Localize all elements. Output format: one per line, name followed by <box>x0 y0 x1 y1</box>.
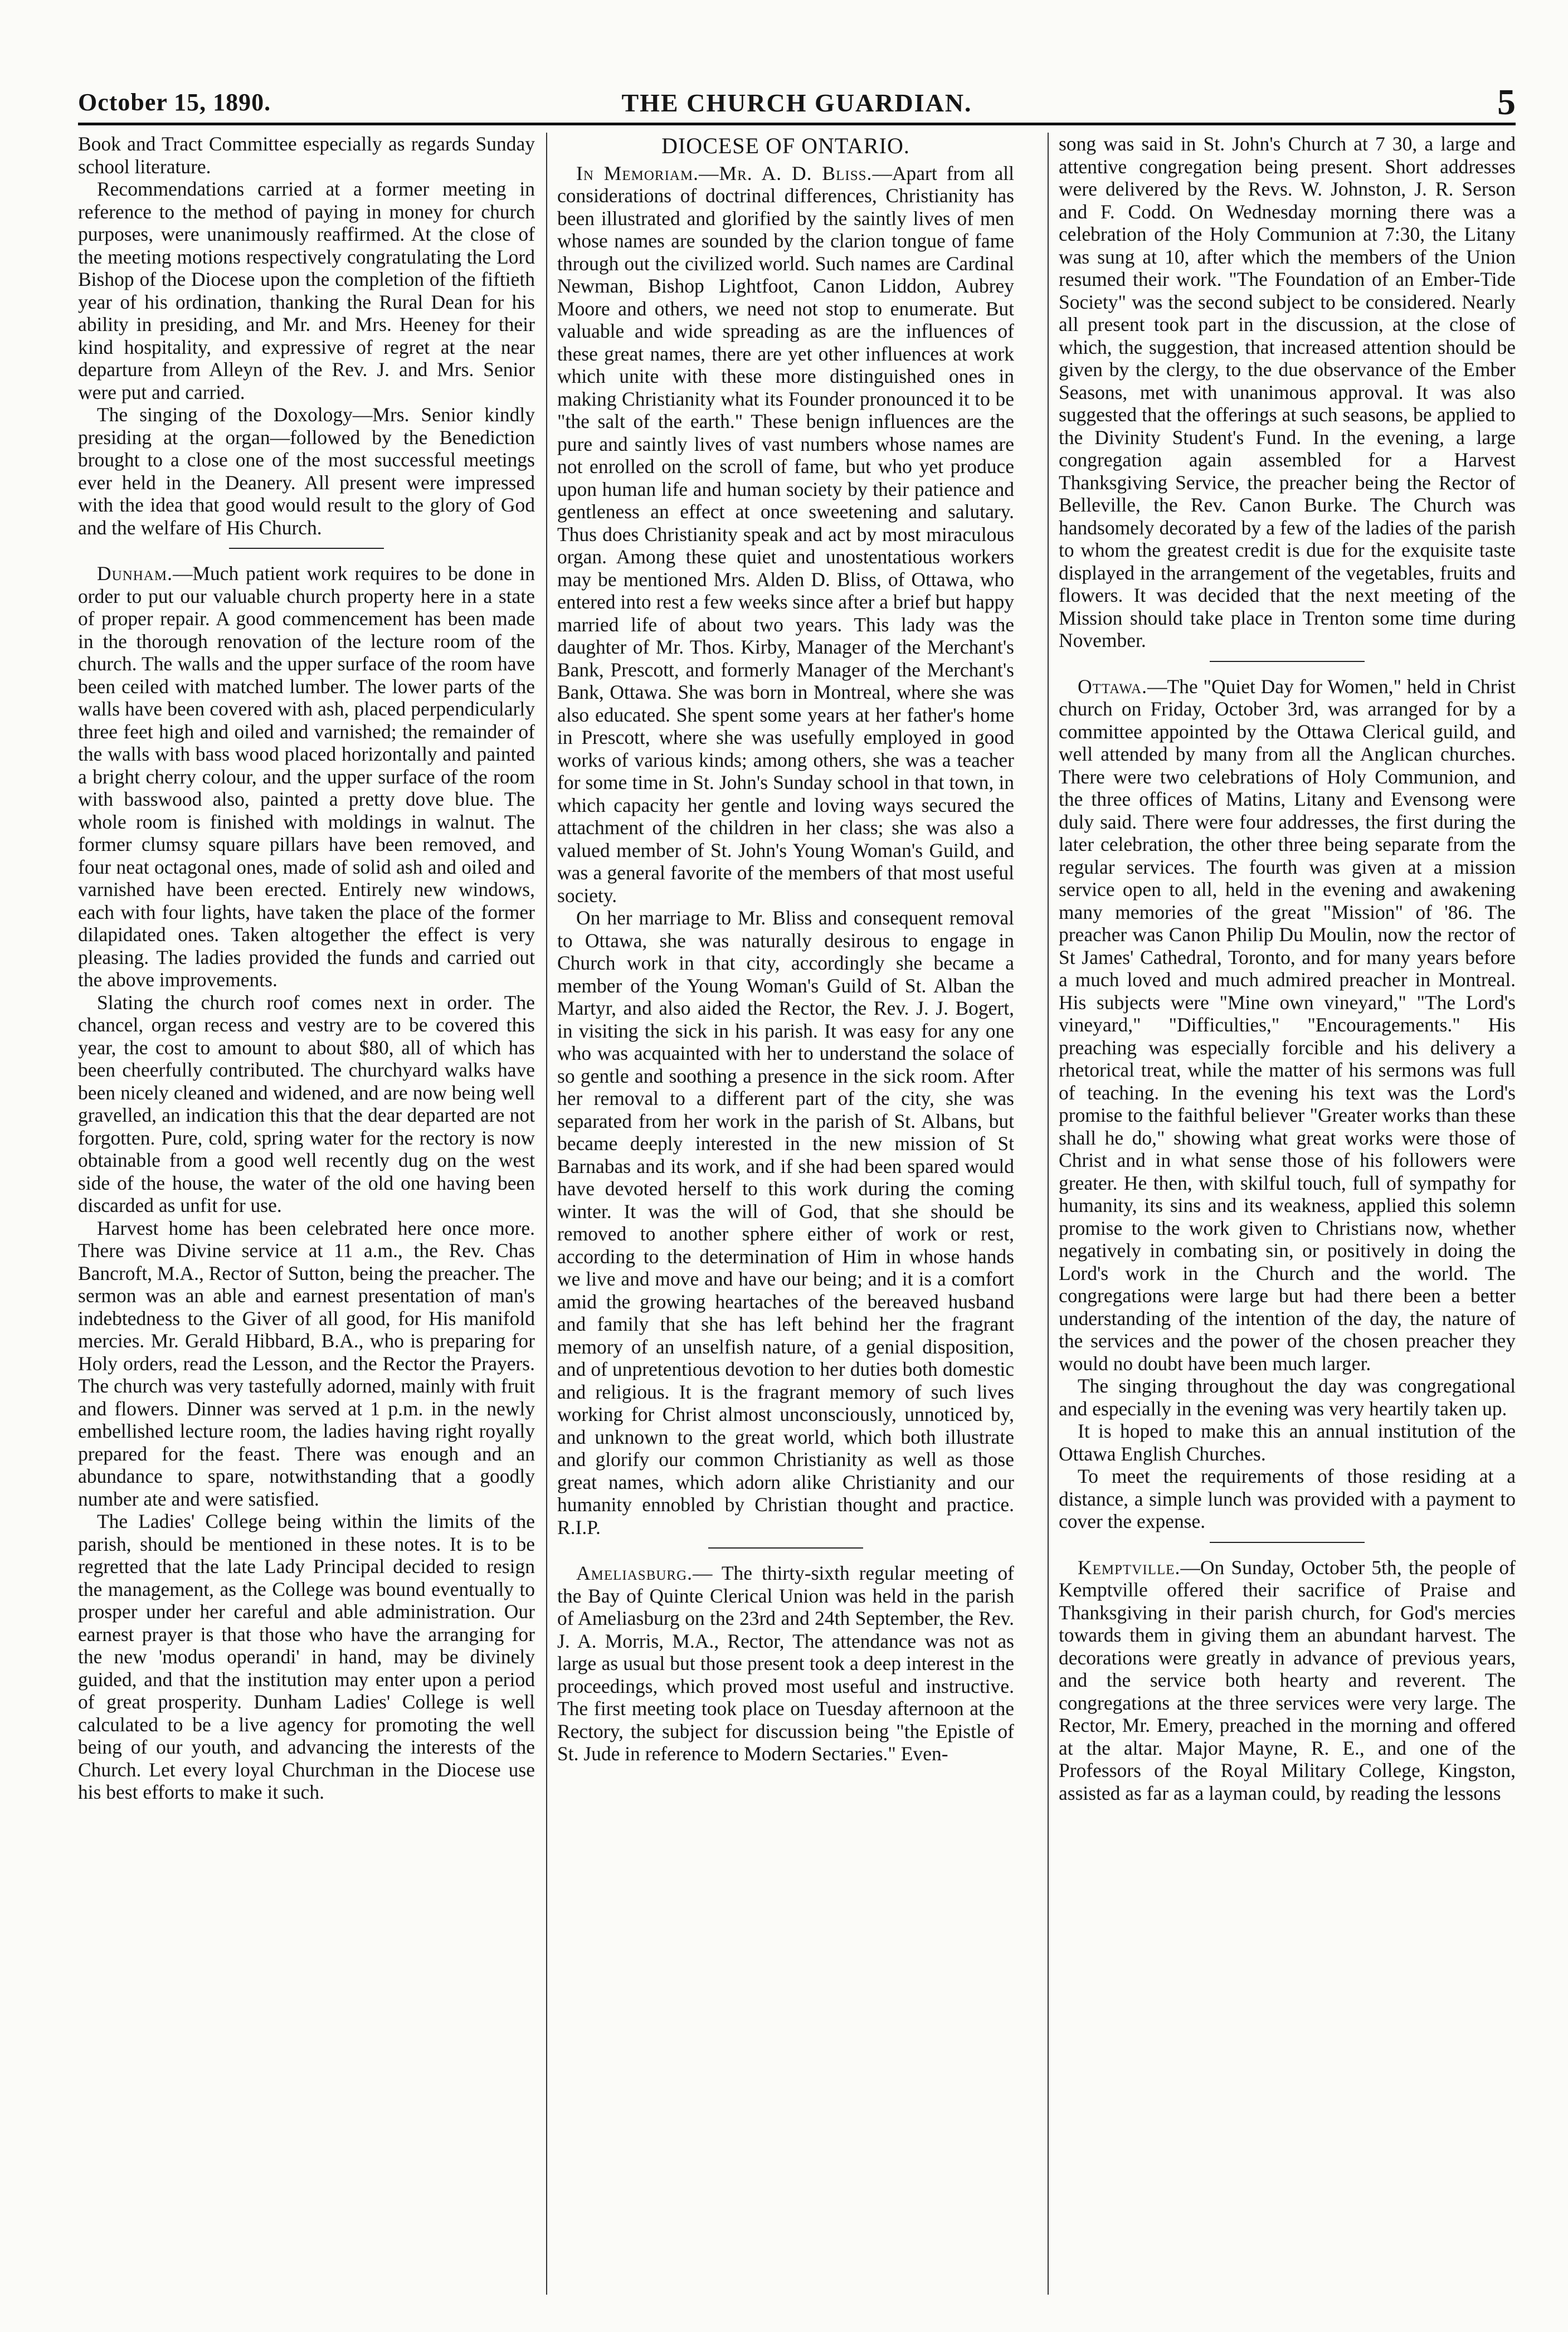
paragraph: To meet the requirements of those residing at a distance, a simple lunch was provided with a payment to cover the expense. <box>1059 1465 1516 1532</box>
masthead <box>78 84 1516 125</box>
paragraph: Recommendations carried at a former meeting in reference to the method of paying in money for church purposes, were unanimously reaffirmed. At the close of the meeting motions respectively congratulating the Lord Bishop of the Diocese upon the completion of the fiftieth year of his ordination, thanking the Rural Dean for his ability in presiding, and Mr. and Mrs. Heeney for their kind hospitality, and expressive of regret at the near departure from Alleyn of the Rev. J. and Mrs. Senior were put and carried. <box>78 178 535 403</box>
column-1 <box>78 133 535 2295</box>
paragraph-text: —The "Quiet Day for Women," held in Christ church on Friday, October 3rd, was arranged for by a committee appointed by the Ottawa Clerical guild, and well attended by many from all the Anglican churches. There were two celebrations of Holy Communion, and the three offices of Matins, Litany and Evensong were duly said. There were four addresses, the first during the later celebration, the other three being separate from the regular services. The fourth was given at a mission service open to all, held in the evening and awakening many memories of the great "Mission" of '86. The preacher was Canon Philip Du Moulin, now the rector of St James' Cathedral, Toronto, and for many years before a much loved and much admired preacher in Montreal. His subjects were "Mine own vineyard," "The Lord's vineyard," "Difficulties," "Encouragements." His preaching was especially forcible and his delivery a rhetorical treat, while the matter of his sermons was full of teaching. In the evening his text was the Lord's promise to the faithful believer "Greater works than these shall he do," showing what great works were those of Christ and in what sense those of his followers were greater. He then, with skilful touch, full of sympathy for humanity, its sins and its weakness, applied this solemn promise to the work given to Christians now, whether negatively in combating sin, or positively in doing the Lord's work in the Church and the world. The congregations were large but had there been a better understanding of the intention of the day, the nature of the services and the power of the chosen preacher they would no doubt have been much larger. <box>1059 675 1516 1375</box>
column-rule <box>1048 133 1049 2295</box>
paragraph: Slating the church roof comes next in order. The chancel, organ recess and vestry are to be covered this year, the cost to amount to about $80, all of which has been cheerfully contributed. The churchyard walks have been nicely cleaned and widened, and are now being well gravelled, an indication this that the dear departed are not forgotten. Pure, cold, spring water for the rectory is now obtainable from a good well recently dug on the west side of the house, the water of the old one having been discarded as unfit for use. <box>78 991 535 1216</box>
paragraph: It is hoped to make this an annual institution of the Ottawa English Churches. <box>1059 1420 1516 1465</box>
paragraph: On her marriage to Mr. Bliss and consequent removal to Ottawa, she was naturally desirous to engage in Church work in that city, accordingly she became a member of the Young Woman's Guild of St. Alban the Martyr, and also aided the Rector, the Rev. J. J. Bogert, in visiting the sick in his parish. It was easy for any one who was acquainted with her to understand the solace of so gentle and soothing a presence in the sick room. After her removal to a different part of the city, she was separated from her work in the parish of St. Albans, but became deeply interested in the new mission of St Barnabas and its work, and if she had been spared would have devoted herself to this work during the coming winter. It was the will of God, that she should be removed to another sphere either of work or rest, according to the determination of Him in whose hands we live and move and have our being; and it is a comfort amid the growing heartaches of the bereaved husband and family that she has left behind her the fragrant memory of an unselfish nature, of a genial disposition, and of unpretentious devotion to her duties both domestic and religious. It is the fragrant memory of such lives working for Christ almost unconsciously, unnoticed by, and unknown to the great world, which both illustrate and glorify our common Christianity as well as those great names, which adorn alike Christianity and our humanity ennobled by Christian thought and practice. R.I.P. <box>557 907 1014 1539</box>
section-divider <box>1210 661 1365 662</box>
paragraph-text: — The thirty-sixth regular meeting of the Bay of Quinte Clerical Union was held in the parish of Ameliasburg on the 23rd and 24th September, the Rev. J. A. Morris, M.A., Rector, The attendance was not as large as usual but those present took a deep interest in the proceedings, which proved most useful and instructive. The first meeting took place on Tuesday afternoon at the Rectory, the subject for discussion being "the Epistle of St. Jude in reference to Modern Sectaries." Even- <box>557 1562 1014 1765</box>
section-divider <box>229 548 384 549</box>
section-divider <box>1210 1542 1365 1543</box>
section-heading: DIOCESE OF ONTARIO. <box>661 133 910 158</box>
dateline: In Memoriam.—Mr. A. D. Bliss. <box>576 162 873 184</box>
dateline: Ottawa. <box>1078 675 1147 698</box>
dateline: Ameliasburg. <box>576 1562 693 1584</box>
article-kemptville <box>1059 1556 1516 1805</box>
article-ameliasburg <box>557 1562 1014 1765</box>
paragraph: Book and Tract Committee especially as regards Sunday school literature. <box>78 133 535 178</box>
column-3 <box>1059 133 1516 2295</box>
page-number: 5 <box>1497 82 1516 123</box>
paragraph-text: —On Sunday, October 5th, the people of Kemptville offered their sacrifice of Praise and Thanksgiving in their parish church, for God's mercies towards them in giving them an abundant harvest. The decorations were greatly in advance of previous years, and the service both hearty and reverent. The congregations at the three services were very large. The Rector, Mr. Emery, preached in the morning and offered at the altar. Major Mayne, R. E., and one of the Professors of the Royal Military College, Kingston, assisted as far as a layman could, by reading the lessons <box>1059 1556 1516 1804</box>
paragraph-text: —Apart from all considerations of doctrinal differences, Christianity has been illustrated and glorified by the saintly lives of men whose names are sounded by the clarion tongue of fame through out the civilized world. Such names are Cardinal Newman, Bishop Lightfoot, Canon Liddon, Aubrey Moore and others, we need not stop to enumerate. But valuable and wide spreading as are the influences of these great names, there are yet other influences at work which unite with these more distinguished ones in making Christianity what its Founder pronounced it to be "the salt of the earth." These benign influences are the pure and saintly lives of vast numbers whose names are not enrolled on the scroll of fame, but who yet produce upon human life and human society by their patience and gentleness an effect at once sweetening and salutary. Thus does Christianity speak and act by most miraculous organ. Among these quiet and unostentatious workers may be mentioned Mrs. Alden D. Bliss, of Ottawa, who entered into rest a few weeks since after a brief but happy married life of about two years. This lady was the daughter of Mr. Thos. Kirby, Manager of the Merchant's Bank, Prescott, and formerly Manager of the Merchant's Bank, Ottawa. She was born in Montreal, where she was also educated. She spent some years at her father's home in Prescott, where she was usefully employed in good works of various kinds; among others, she was a teacher for some time in St. John's Sunday school in that town, in which capacity her gentle and loving ways secured the attachment of the children in her class; she was also a valued member of St. John's Young Woman's Guild, and was a general favorite of the members of that most useful society. <box>557 162 1014 907</box>
article-dunham <box>78 562 535 991</box>
dateline: Kemptville. <box>1078 1556 1181 1579</box>
paragraph: Harvest home has been celebrated here once more. There was Divine service at 11 a.m., the Rev. Chas Bancroft, M.A., Rector of Sutton, being the preacher. The sermon was an able and earnest presentation of man's indebtedness to the Giver of all good, for His manifold mercies. Mr. Gerald Hibbard, B.A., who is preparing for Holy orders, read the Lesson, and the Rector the Prayers. The church was very tastefully adorned, mainly with fruit and flowers. Dinner was served at 1 p.m. in the newly embellished lecture room, the ladies having right royally prepared for the feast. There was enough and an abundance to spare, notwithstanding that a goodly number ate and were satisfied. <box>78 1216 535 1510</box>
paragraph-text: —Much patient work requires to be done in order to put our valuable church property here in a state of proper repair. A good commencement has been made in the thorough renovation of the lecture room of the church. The walls and the upper surface of the room have been ceiled with matched lumber. The lower parts of the walls have been covered with ash, placed perpendicularly three feet high and oiled and varnished; the remainder of the walls with bass wood placed horizontally and painted a bright cherry colour, and the upper surface of the room with basswood also, painted a pretty dove blue. The whole room is finished with moldings in walnut. The former clumsy square pillars have been removed, and four neat octagonal ones, made of solid ash and oiled and varnished have been erected. Entirely new windows, each with four lights, have taken the place of the former dilapidated ones. Taken altogether the effect is very pleasing. The ladies provided the funds and carried out the above improvements. <box>78 562 535 991</box>
paragraph: The Ladies' College being within the limits of the parish, should be mentioned in these notes. It is to be regretted that the late Lady Principal decided to resign the management, as the College was bound eventually to prosper under her careful and able administration. Our earnest prayer is that those who have the arranging for the new 'modus operandi' in hand, may be divinely guided, and that the institution may enter upon a period of great prosperity. Dunham Ladies' College is well calculated to be a live agency for promoting the well being of our youth, and advancing the interests of the Church. Let every loyal Churchman in the Diocese use his best efforts to make it such. <box>78 1510 535 1803</box>
article-in-memoriam <box>557 162 1014 907</box>
issue-date: October 15, 1890. <box>78 89 271 116</box>
article-ottawa <box>1059 675 1516 1375</box>
column-2 <box>557 133 1014 2295</box>
paragraph: song was said in St. John's Church at 7 30, a large and attentive congregation being present. Short addresses were delivered by the Revs. W. Johnston, J. R. Serson and F. Codd. On Wednesday morning there was a celebration of the Holy Communion at 7:30, the Litany was sung at 10, after which the members of the Union resumed their work. "The Foundation of an Ember-Tide Society" was the second subject to be considered. Nearly all present took part in the discussion, at the close of which, the suggestion, that increased attention should be given by the clergy, to the due observance of the Ember Seasons, met with unanimous approval. It was also suggested that the offerings at such seasons, be applied to the Divinity Student's Fund. In the evening, a large congregation again assembled for a Harvest Thanksgiving Service, the preacher being the Rector of Belleville, the Rev. Canon Burke. The Church was handsomely decorated by a few of the ladies of the parish to whom the greatest credit is due for the exquisite taste displayed in the arrangement of the vegetables, fruits and flowers. It was decided that the next meeting of the Mission should take place in Trenton some time during November. <box>1059 133 1516 651</box>
paragraph: The singing throughout the day was congregational and especially in the evening was very heartily taken up. <box>1059 1375 1516 1420</box>
section-divider <box>708 1547 864 1549</box>
column-rule <box>546 133 547 2295</box>
dateline: Dunham. <box>97 562 173 585</box>
paragraph: The singing of the Doxology—Mrs. Senior kindly presiding at the organ—followed by the Benediction brought to a close one of the most successful meetings ever held in the Deanery. All present were impressed with the idea that good would result to the glory of God and the welfare of His Church. <box>78 403 535 539</box>
paper-title: THE CHURCH GUARDIAN. <box>621 89 972 117</box>
